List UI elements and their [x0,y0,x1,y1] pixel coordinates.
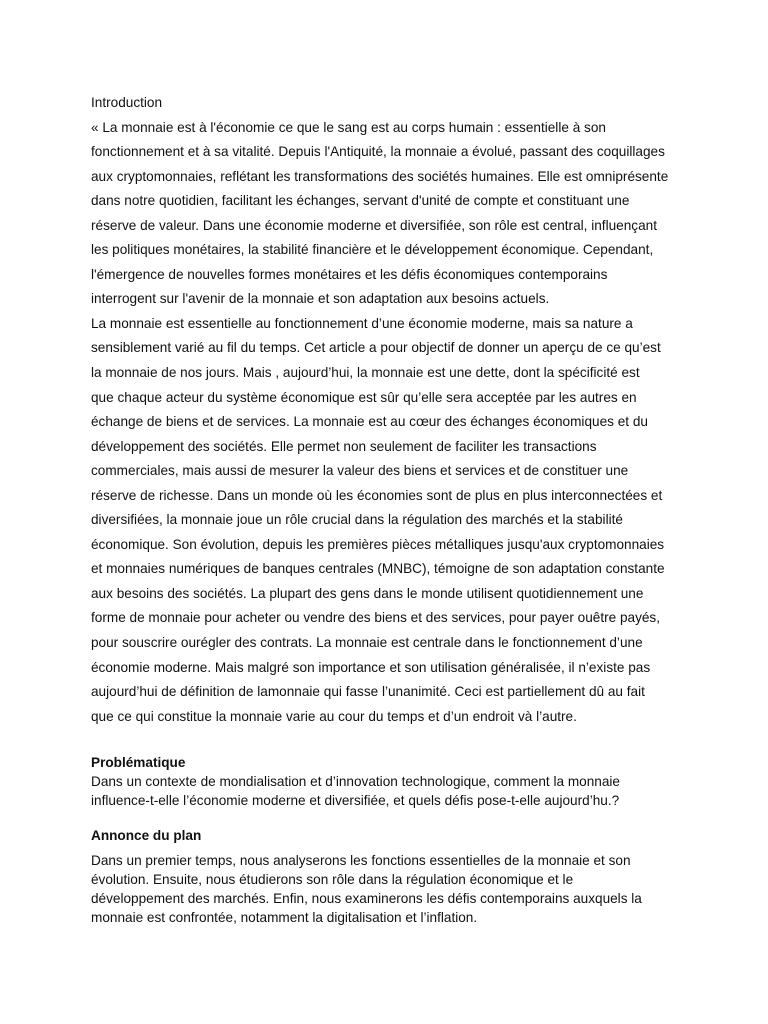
annonce-section [91,826,691,927]
annonce-title: Annonce du plan [91,828,202,844]
introduction-text-line: interrogent sur l'avenir de la monnaie et son adaptation aux besoins actuels. [91,291,550,307]
introduction-text-line: aux cryptomonnaies, reflétant les transformations des sociétés humaines. Elle est omniprésente [91,168,669,184]
introduction-text-line: et monnaies numériques de banques centrales (MNBC), témoigne de son adaptation constante [91,561,665,577]
introduction-text-line: dans notre quotidien, facilitant les échanges, servant d'unité de compte et constituant une [91,193,630,209]
introduction-text-line: sensiblement varié au fil du temps. Cet article a pour objectif de donner un aperçu de ce qu’est [91,340,661,356]
introduction-title: Introduction [91,95,163,110]
problematique-title: Problématique [91,755,186,771]
introduction-text-line: l'émergence de nouvelles formes monétaires et les défis économiques contemporains [91,266,608,282]
introduction-text-line: économique. Son évolution, depuis les premières pièces métalliques jusqu'aux cryptomonnaies [91,536,665,552]
introduction-text-line: aux besoins des sociétés. La plupart des gens dans le monde utilisent quotidiennement une [91,585,644,601]
introduction-text-line: la monnaie de nos jours. Mais , aujourd’hui, la monnaie est une dette, dont la spécificité est [91,365,640,381]
introduction-text-line: que ce qui constitue la monnaie varie au cour du temps et d’un endroit và l’autre. [91,708,577,724]
introduction-text-line: pour souscrire ourégler des contrats. La monnaie est centrale dans le fonctionnement d’une [91,635,643,651]
introduction-text-line: réserve de richesse. Dans un monde où les économies sont de plus en plus interconnectées et [91,487,663,503]
introduction-text-line: diversifiées, la monnaie joue un rôle crucial dans la régulation des marchés et la stabilité [91,512,623,528]
introduction-text-line: aujourd’hui de définition de lamonnaie qui fasse l’unanimité. Ceci est partiellement dû au fait [91,684,645,700]
introduction-text-line: forme de monnaie pour acheter ou vendre des biens et des services, pour payer ouêtre payés, [91,610,661,626]
introduction-text-line: développement des sociétés. Elle permet non seulement de faciliter les transactions [91,438,597,454]
introduction-text-line: que chaque acteur du système économique est sûr qu’elle sera acceptée par les autres en [91,389,637,405]
introduction-text-line: les politiques monétaires, la stabilité financière et le développement économique. Cependant, [91,242,654,258]
introduction-text-line: fonctionnement et à sa vitalité. Depuis l'Antiquité, la monnaie a évolué, passant des coquillages [91,144,665,160]
introduction-text-line: réserve de valeur. Dans une économie moderne et diversifiée, son rôle est central, influençant [91,217,657,233]
annonce-text-line: monnaie est confrontée, notamment la digitalisation et l’inflation. [91,910,478,926]
annonce-text-line: évolution. Ensuite, nous étudierons son rôle dans la régulation économique et le [91,872,574,888]
document-content [91,91,691,927]
introduction-text-line: commerciales, mais aussi de mesurer la valeur des biens et services et de constituer une [91,463,629,479]
introduction-text-line: La monnaie est essentielle au fonctionnement d’une économie moderne, mais sa nature a [91,315,633,331]
problematique-body [91,772,691,810]
annonce-text-line: développement des marchés. Enfin, nous examinerons les défis contemporains auxquels la [91,891,642,907]
problematique-text-line: influence-t-elle l’économie moderne et diversifiée, et quels défis pose-t-elle aujourd’hu.? [91,793,620,809]
annonce-text-line: Dans un premier temps, nous analyserons les fonctions essentielles de la monnaie et son [91,853,631,869]
problematique-section [91,753,691,810]
introduction-body [91,116,691,730]
introduction-section [91,91,691,729]
introduction-text-line: « La monnaie est à l'économie ce que le sang est au corps humain : essentielle à son [91,119,606,135]
problematique-text-line: Dans un contexte de mondialisation et d’innovation technologique, comment la monnaie [91,774,620,790]
annonce-body [91,851,691,927]
introduction-text-line: échange de biens et de services. La monnaie est au cœur des échanges économiques et du [91,414,648,430]
introduction-text-line: économie moderne. Mais malgré son importance et son utilisation généralisée, il n’existe pas [91,659,651,675]
